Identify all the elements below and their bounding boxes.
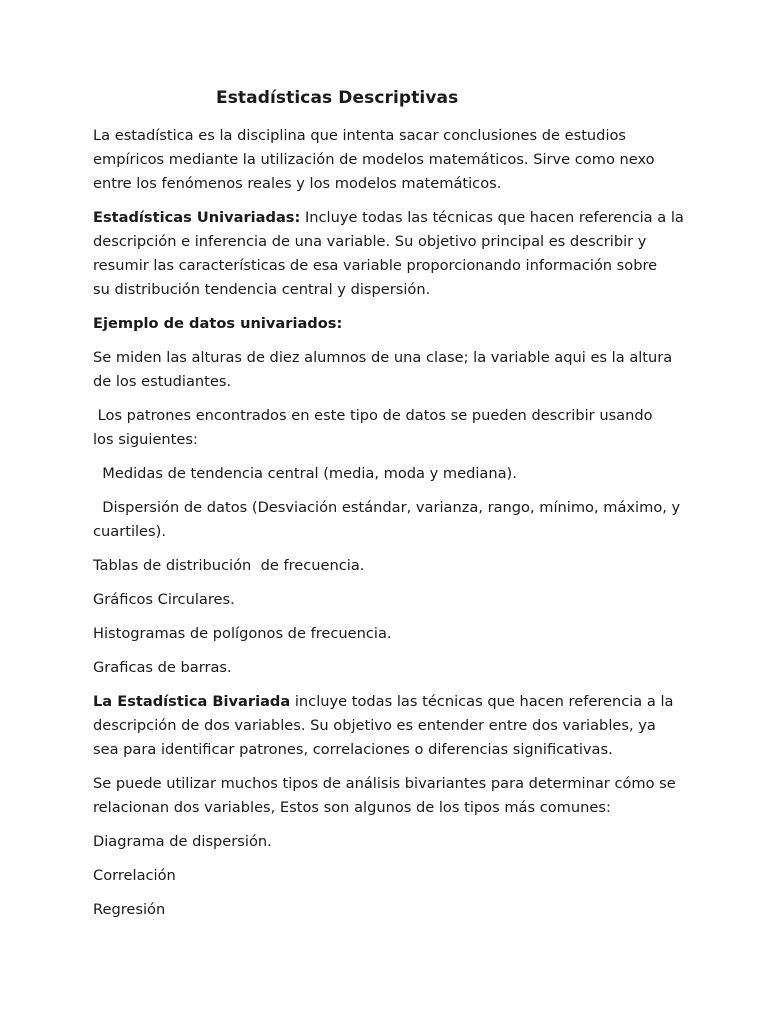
univariadas-first-text: Incluye todas las técnicas que hacen referencia a la: [300, 209, 684, 226]
intro-paragraph: [93, 124, 693, 196]
tablas-item: [93, 554, 693, 578]
regresion-line: Regresión: [93, 901, 166, 918]
diagrama-item: [93, 830, 693, 854]
ejemplo-heading-paragraph: [93, 312, 693, 336]
histogramas-item: [93, 622, 693, 646]
patrones-line: los siguientes:: [93, 431, 198, 448]
univariadas-paragraph: [93, 206, 693, 302]
bivariada-first-text: incluye todas las técnicas que hacen referencia a la: [290, 693, 674, 710]
intro-line: empíricos mediante la utilización de modelos matemáticos. Sirve como nexo: [93, 151, 655, 168]
univariadas-line: resumir las características de esa variable proporcionando información sobre: [93, 257, 658, 274]
bivariada-label: La Estadística Bivariada: [93, 693, 291, 710]
univariadas-label: Estadísticas Univariadas:: [93, 209, 301, 226]
patrones-paragraph: [93, 404, 693, 452]
correlacion-item: [93, 864, 693, 888]
document-title: Estadísticas Descriptivas: [216, 88, 459, 108]
regresion-item: [93, 898, 693, 922]
ejemplo-paragraph: [93, 346, 693, 394]
univariadas-first-line: [93, 206, 693, 230]
diagrama-line: Diagrama de dispersión.: [93, 833, 272, 850]
dispersion-item: [93, 496, 693, 544]
barras-line: Graficas de barras.: [93, 659, 232, 676]
patrones-line: Los patrones encontrados en este tipo de datos se pueden describir usando: [93, 407, 653, 424]
intro-line: entre los fenómenos reales y los modelos matemáticos.: [93, 175, 502, 192]
dispersion-line: Dispersión de datos (Desviación estándar, varianza, rango, mínimo, máximo, y: [93, 499, 681, 516]
intro-line: La estadística es la disciplina que intenta sacar conclusiones de estudios: [93, 127, 627, 144]
univariadas-line: su distribución tendencia central y dispersión.: [93, 281, 431, 298]
correlacion-line: Correlación: [93, 867, 176, 884]
barras-item: [93, 656, 693, 680]
graficos-circulares-line: Gráficos Circulares.: [93, 591, 235, 608]
ejemplo-line: de los estudiantes.: [93, 373, 232, 390]
medidas-line: Medidas de tendencia central (media, moda y mediana).: [93, 465, 517, 482]
document-body: [93, 124, 693, 922]
bivariada-line: sea para identificar patrones, correlaciones o diferencias significativas.: [93, 741, 613, 758]
bivariada-first-line: [93, 690, 693, 714]
univariadas-line: descripción e inferencia de una variable. Su objetivo principal es describir y: [93, 233, 647, 250]
bivariada-paragraph: [93, 690, 693, 762]
ejemplo-heading: Ejemplo de datos univariados:: [93, 315, 343, 332]
ejemplo-line: Se miden las alturas de diez alumnos de una clase; la variable aqui es la altura: [93, 349, 673, 366]
dispersion-line: cuartiles).: [93, 523, 166, 540]
medidas-item: [93, 462, 693, 486]
graficos-circulares-item: [93, 588, 693, 612]
histogramas-line: Histogramas de polígonos de frecuencia.: [93, 625, 392, 642]
analisis-line: relacionan dos variables, Estos son algunos de los tipos más comunes:: [93, 799, 611, 816]
tablas-line: Tablas de distribución de frecuencia.: [93, 557, 365, 574]
analisis-paragraph: [93, 772, 693, 820]
bivariada-line: descripción de dos variables. Su objetivo es entender entre dos variables, ya: [93, 717, 656, 734]
analisis-line: Se puede utilizar muchos tipos de análisis bivariantes para determinar cómo se: [93, 775, 676, 792]
